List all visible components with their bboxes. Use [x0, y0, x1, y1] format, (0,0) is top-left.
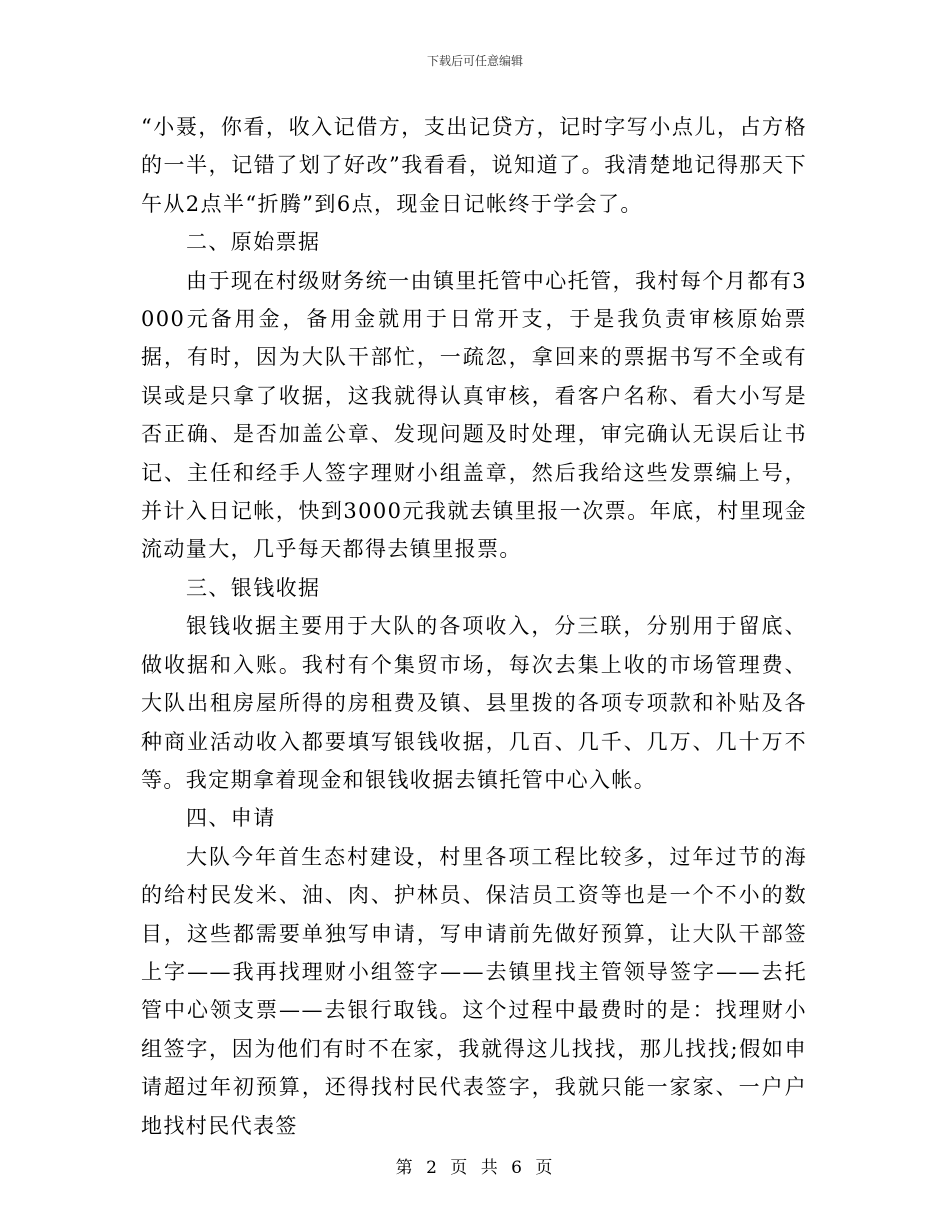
page-footer-page-number: 第 2 页 共 6 页 — [395, 1158, 555, 1178]
section-heading-application: 四、申请 — [186, 806, 276, 831]
paragraph-continued: “小聂，你看，收入记借方，支出记贷方，记时字写小点儿，占方格的一半，记错了划了好改”我看看，说知道了。我清楚地记得那天下午从2点半“折腾”到6点，现金日记帐终于学会了。 — [141, 115, 807, 216]
body-text — [141, 108, 807, 1145]
paragraph-cash-receipts: 银钱收据主要用于大队的各项收入，分三联，分别用于留底、做收据和入账。我村有个集贸市场，每次去集上收的市场管理费、大队出租房屋所得的房租费及镇、县里拨的各项专项款和补贴及各种商业活动收入都要填写银钱收据，几百、几千、几万、几十万不等。我定期拿着现金和银钱收据去镇托管中心入帐。 — [141, 614, 807, 792]
paragraph-application: 大队今年首生态村建设，村里各项工程比较多，过年过节的海的给村民发米、油、肉、护林员、保洁员工资等也是一个不小的数目，这些都需要单独写申请，写申请前先做好预算，让大队干部签上字——我再找理财小组签字——去镇里找主管领导签字——去托管中心领支票——去银行取钱。这个过程中最费时的是：找理财小组签字，因为他们有时不在家，我就得这儿找找，那儿找找;假如申请超过年初预算，还得找村民代表签字，我就只能一家家、一户户地找村民代表签 — [141, 844, 807, 1138]
paragraph-original-receipts: 由于现在村级财务统一由镇里托管中心托管，我村每个月都有3000元备用金，备用金就用于日常开支，于是我负责审核原始票据，有时，因为大队干部忙，一疏忽，拿回来的票据书写不全或有误或是只拿了收据，这我就得认真审核，看客户名称、看大小写是否正确、是否加盖公章、发现问题及时处理，审完确认无误后让书记、主任和经手人签字理财小组盖章，然后我给这些发票编上号，并计入日记帐，快到3000元我就去镇里报一次票。年底，村里现金流动量大，几乎每天都得去镇里报票。 — [141, 268, 807, 562]
section-heading-original-receipts: 二、原始票据 — [186, 230, 321, 255]
page-header: 下载后可任意编辑 — [426, 54, 523, 68]
section-heading-cash-receipts: 三、银钱收据 — [186, 575, 321, 600]
